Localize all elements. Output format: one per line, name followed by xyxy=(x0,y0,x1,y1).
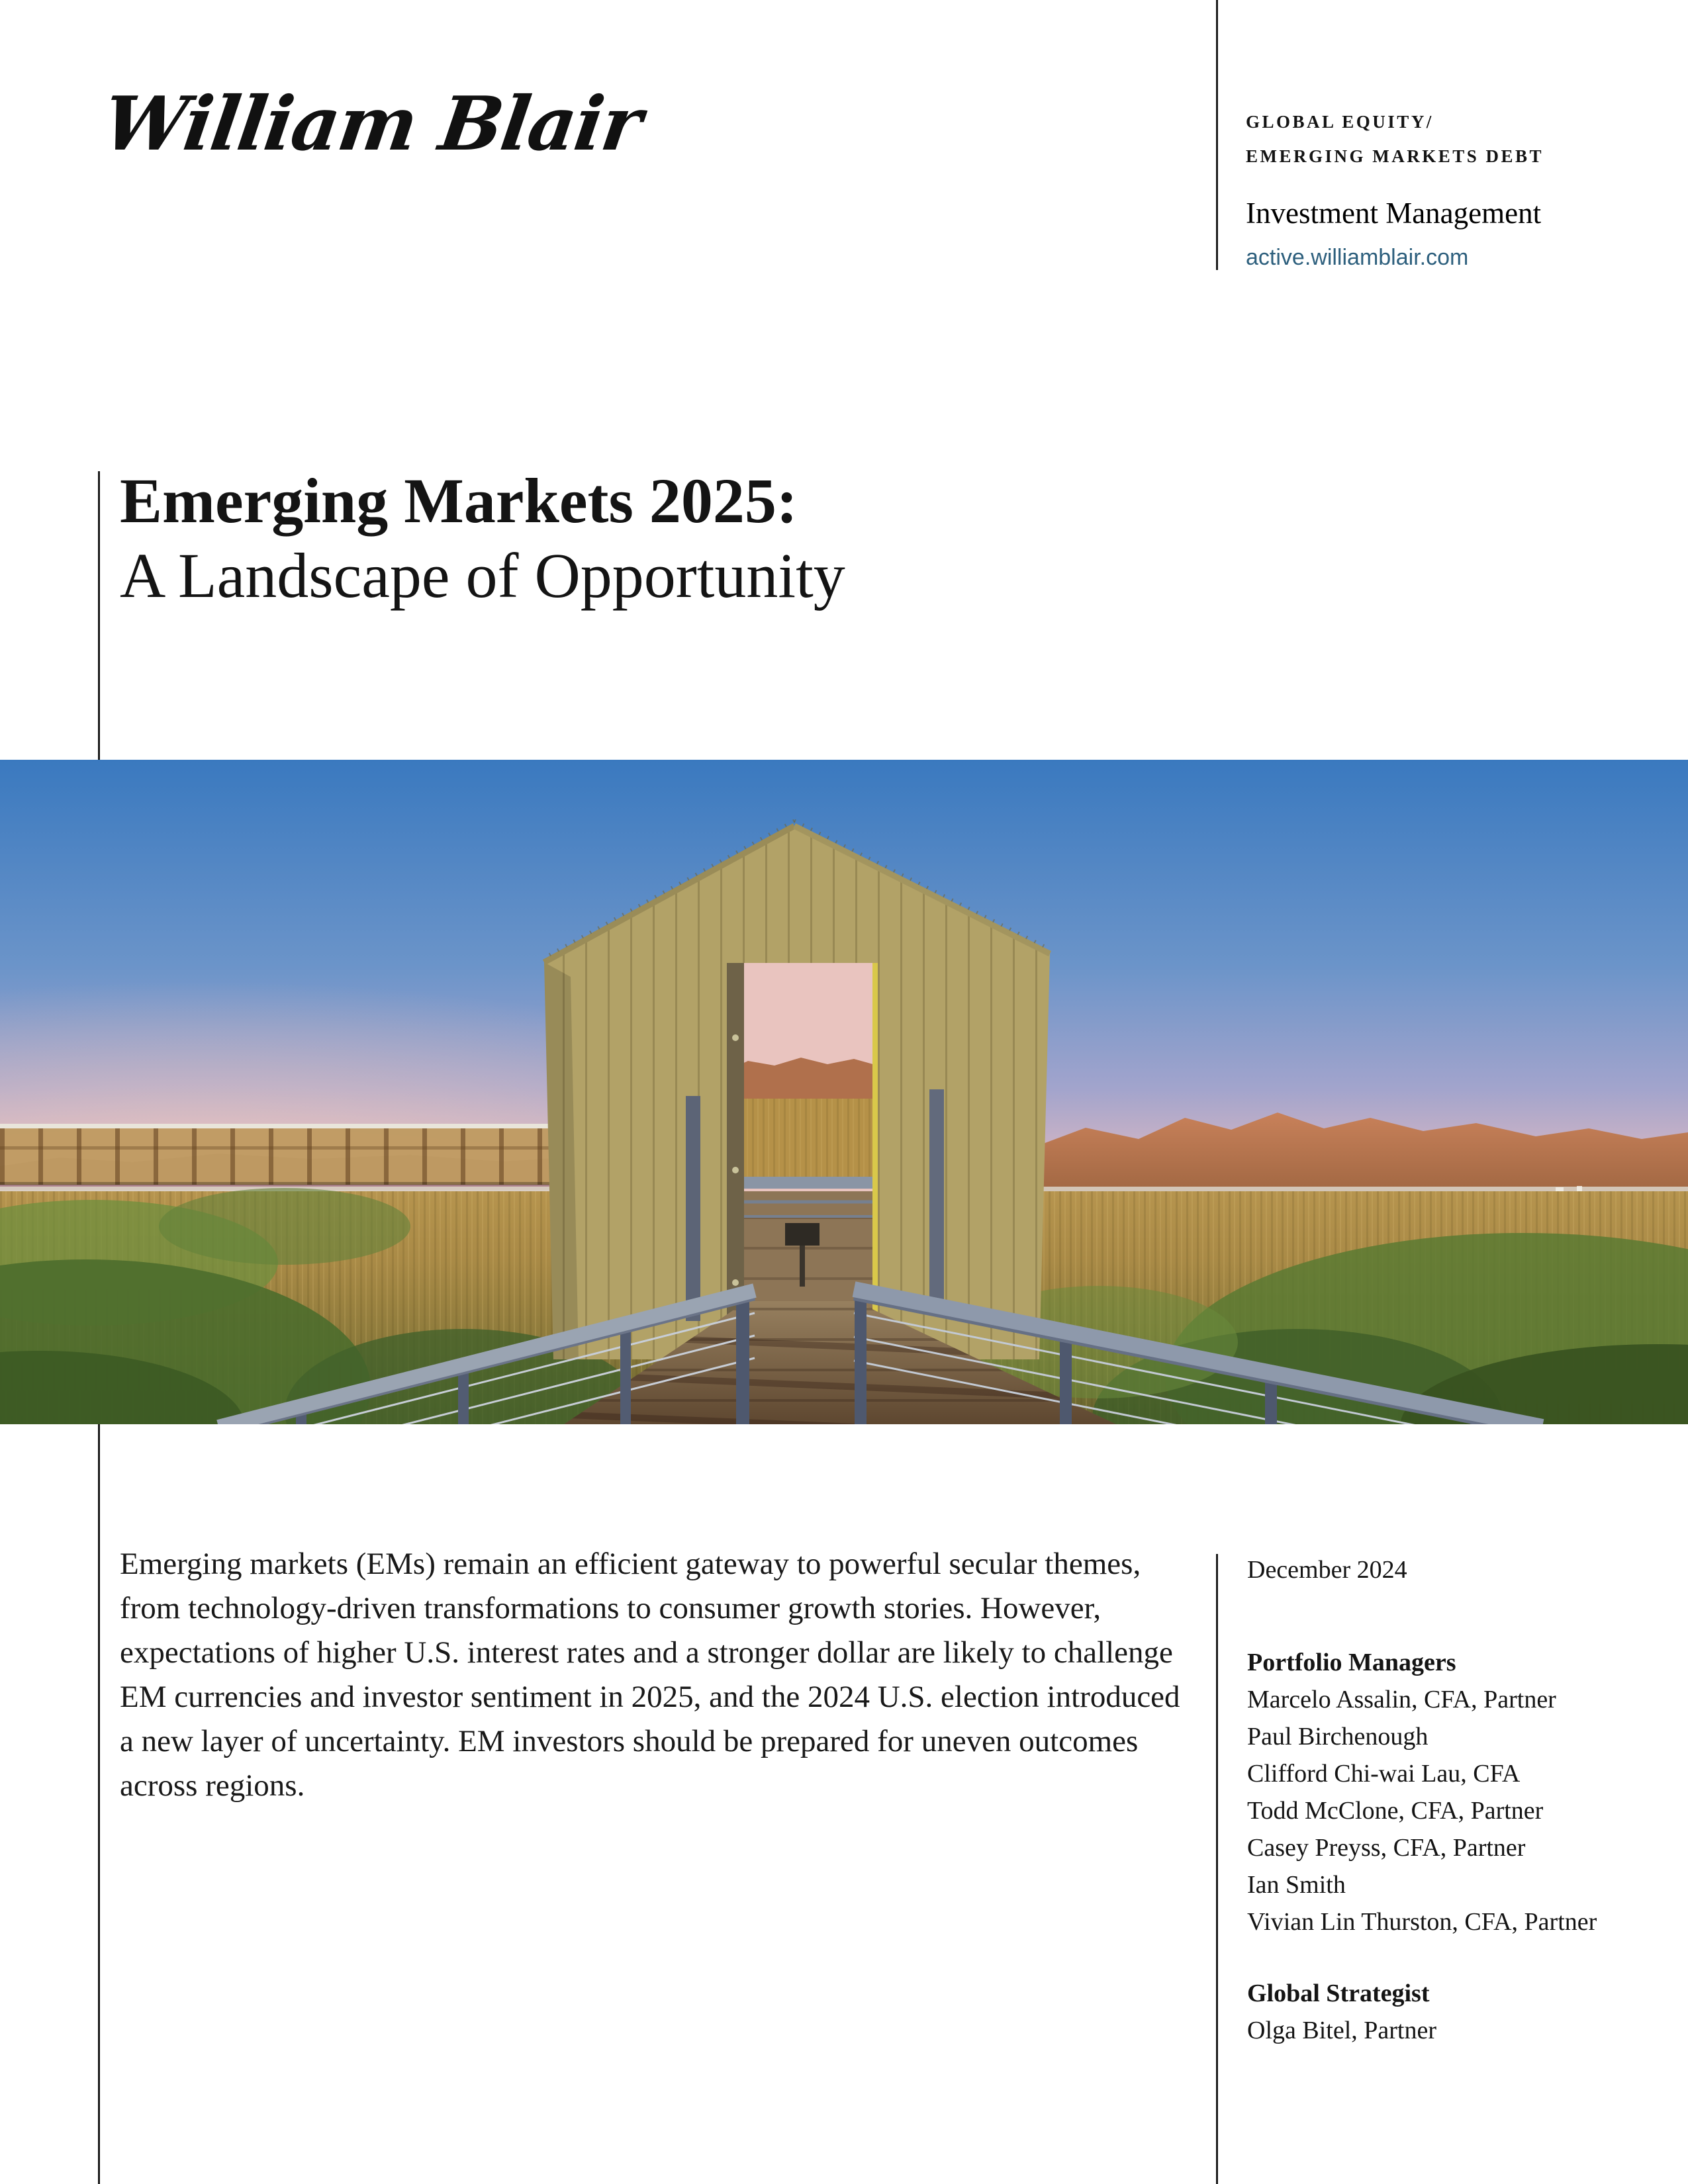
title-line-2: A Landscape of Opportunity xyxy=(120,540,845,611)
portfolio-manager-name: Ian Smith xyxy=(1247,1871,1346,1899)
global-strategist-block xyxy=(1247,1975,1671,2049)
eyebrow-line-1: GLOBAL EQUITY/ xyxy=(1246,112,1434,132)
portfolio-manager-name: Todd McClone, CFA, Partner xyxy=(1247,1797,1544,1825)
sidebar xyxy=(1247,1551,1671,2049)
portfolio-manager-name: Casey Preyss, CFA, Partner xyxy=(1247,1834,1526,1862)
page-title xyxy=(120,463,845,613)
title-line-1: Emerging Markets 2025: xyxy=(120,465,798,536)
portfolio-managers-list xyxy=(1247,1681,1671,1940)
portfolio-manager-name: Marcelo Assalin, CFA, Partner xyxy=(1247,1686,1556,1713)
intro-paragraph-block xyxy=(120,1542,1186,1808)
portfolio-managers-heading: Portfolio Managers xyxy=(1247,1649,1456,1676)
william-blair-logo: William Blair xyxy=(98,81,646,167)
top-right-vertical-rule xyxy=(1216,0,1218,270)
division-label: Investment Management xyxy=(1246,197,1542,230)
portfolio-manager-name: Paul Birchenough xyxy=(1247,1723,1429,1751)
portfolio-manager-name: Clifford Chi-wai Lau, CFA xyxy=(1247,1760,1521,1788)
sidebar-vertical-rule xyxy=(1216,1554,1218,2184)
global-strategist-heading: Global Strategist xyxy=(1247,1979,1430,2007)
portfolio-manager-name: Vivian Lin Thurston, CFA, Partner xyxy=(1247,1908,1597,1936)
publication-date: December 2024 xyxy=(1247,1556,1407,1584)
hero-photo-illustration xyxy=(0,760,1688,1424)
strategy-eyebrow xyxy=(1246,105,1544,173)
hero-photo xyxy=(0,760,1688,1424)
intro-paragraph: Emerging markets (EMs) remain an efficient gateway to powerful secular themes, from technology-driven transformations to consumer growth stories. However, expectations of higher U.S. interest rates and a stronger dollar are likely to challenge EM currencies and investor sentiment in 2025, and the 2024 U.S. election introduced a new layer of uncertainty. EM investors should be prepared for uneven outcomes across regions. xyxy=(120,1547,1180,1803)
eyebrow-line-2: EMERGING MARKETS DEBT xyxy=(1246,146,1544,166)
website-link[interactable]: active.williamblair.com xyxy=(1246,245,1469,270)
global-strategist-name: Olga Bitel, Partner xyxy=(1247,2017,1436,2044)
